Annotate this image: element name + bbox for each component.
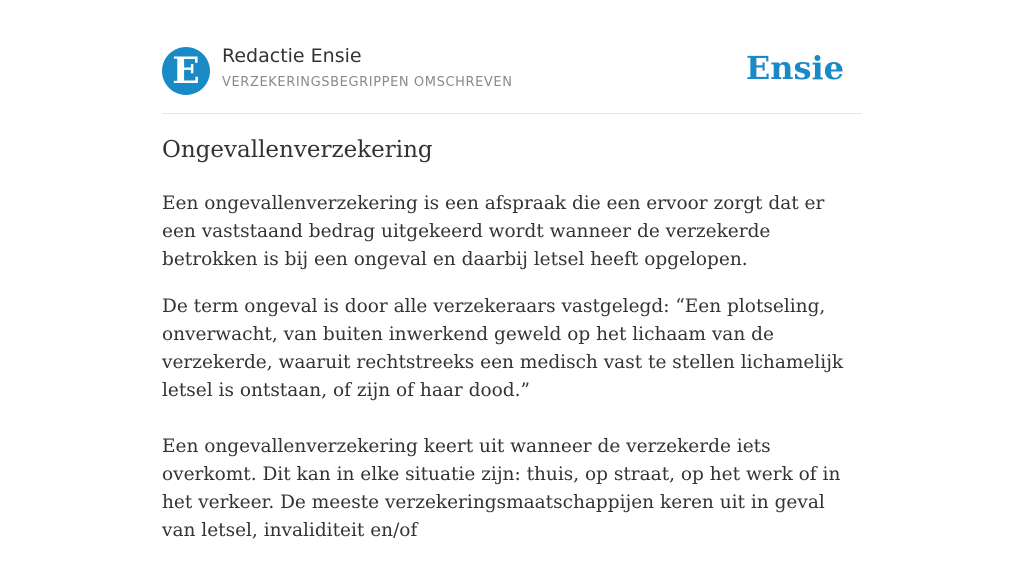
page-title: Ongevallenverzekering xyxy=(162,137,433,163)
paragraph: De term ongeval is door alle verzekeraars vastgelegd: “Een plotseling, onverwacht, van buiten inwerkend geweld op het lichaam van de verzekerde, waaruit rechtstreeks een medisch vast te stellen lichamelijk letsel is ontstaan, of zijn of haar dood.” xyxy=(162,296,844,401)
article-body xyxy=(162,190,862,564)
paragraph: Een ongevallenverzekering keert uit wanneer de verzekerde iets overkomt. Dit kan in elke situatie zijn: thuis, op straat, op het werk of in het verkeer. De meeste verzekeringsmaatschappijen keren uit in geval van letsel, invaliditeit en/of xyxy=(162,436,841,541)
brand-logo[interactable]: Ensie xyxy=(745,49,844,87)
author-name[interactable]: Redactie Ensie xyxy=(222,45,362,67)
author-avatar[interactable]: E xyxy=(162,47,210,95)
paragraph: Een ongevallenverzekering is een afspraak die een ervoor zorgt dat er een vaststaand bedrag uitgekeerd wordt wanneer de verzekerde betrokken is bij een ongeval en daarbij letsel heeft opgelopen. xyxy=(162,193,825,270)
article-card xyxy=(162,0,862,541)
author-tagline: VERZEKERINGSBEGRIPPEN OMSCHREVEN xyxy=(222,75,513,90)
article-header xyxy=(162,0,862,114)
